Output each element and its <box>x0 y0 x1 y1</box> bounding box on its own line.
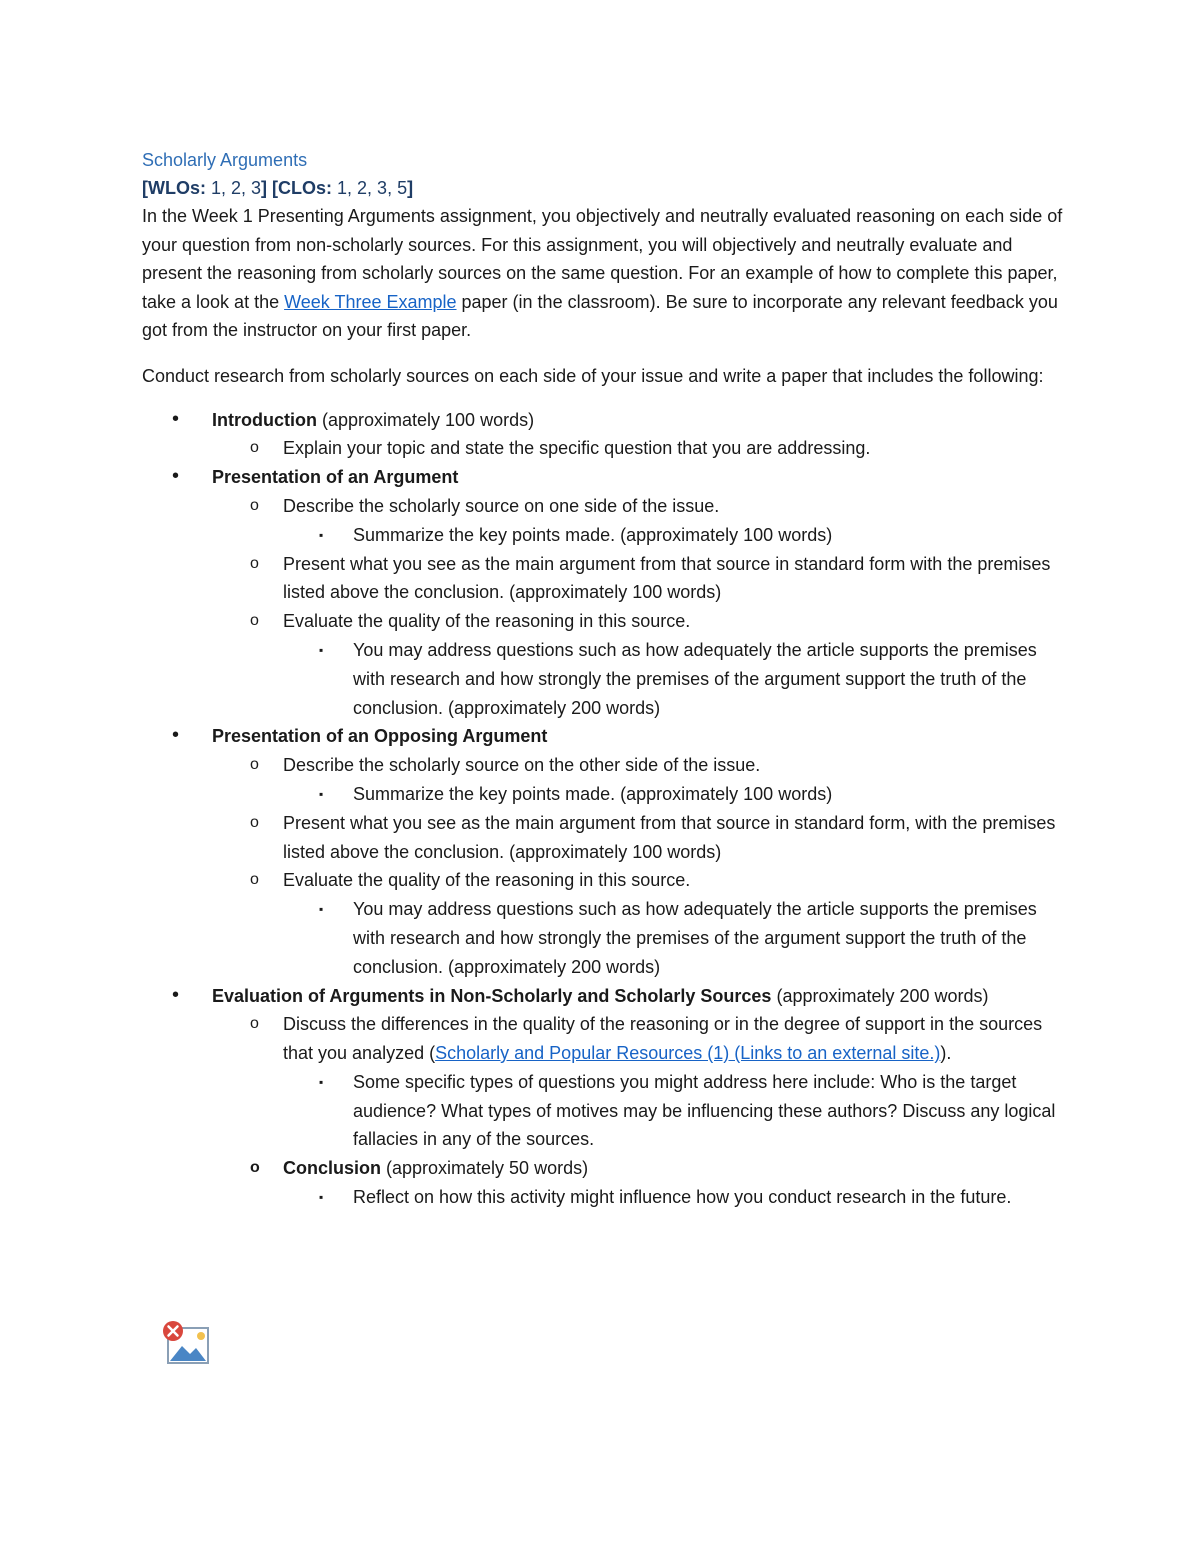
bullet-marker: • <box>172 407 180 430</box>
list-item-text: Present what you see as the main argument from that source in standard form with the premises listed above the conclusion. (approximately 100 words) <box>283 553 1051 603</box>
list-item <box>142 607 1072 636</box>
list-item <box>142 1183 1072 1212</box>
list-item-text: Describe the scholarly source on one side of the issue. <box>283 495 720 516</box>
list-item-text: Explain your topic and state the specific question that you are addressing. <box>283 438 871 459</box>
learning-outcomes <box>142 174 1072 202</box>
square-marker: ▪ <box>319 786 324 801</box>
list-item <box>142 895 1072 981</box>
clo-label: [CLOs: <box>267 178 333 198</box>
list-item-text: You may address questions such as how adequately the article supports the premises with research and how strongly the premises of the argument support the truth of the conclusion. (approximately 200 words) <box>353 899 1037 977</box>
week-three-example-link[interactable]: Week Three Example <box>284 291 457 312</box>
list-item <box>142 434 1072 463</box>
section-heading: Presentation of an Argument <box>212 467 459 488</box>
list-item-text: Evaluate the quality of the reasoning in this source. <box>283 870 691 891</box>
square-marker: ▪ <box>319 1074 324 1089</box>
wlo-label: [WLOs: <box>142 178 206 198</box>
intro-text-after-link: paper (in the classroom). Be sure to incorporate any relevant feedback you got from the instructor on your first paper. <box>142 291 1058 341</box>
clo-numbers: 1, 2, 3, 5 <box>332 178 408 198</box>
section-heading: Evaluation of Arguments in Non-Scholarly and Scholarly Sources <box>212 985 772 1006</box>
list-item-evaluation <box>142 982 1072 1011</box>
list-item <box>142 550 1072 608</box>
wlo-close: ] <box>261 178 268 198</box>
list-item-opposing-argument <box>142 722 1072 751</box>
square-marker: ▪ <box>319 642 324 657</box>
requirements-list <box>142 406 1072 1212</box>
circle-marker: o <box>250 496 259 514</box>
circle-marker: o <box>250 756 259 774</box>
circle-marker: o <box>250 1015 259 1033</box>
list-item <box>142 809 1072 867</box>
instructions-paragraph: Conduct research from scholarly sources on each side of your issue and write a paper that includes the following: <box>142 365 1044 386</box>
circle-marker: o <box>250 439 259 457</box>
list-item-text-after-link: ). <box>940 1043 952 1064</box>
list-item <box>142 1010 1072 1068</box>
document-page <box>142 146 1072 1212</box>
list-item <box>142 780 1072 809</box>
section-heading: Introduction <box>212 409 317 430</box>
list-item-text: Evaluate the quality of the reasoning in this source. <box>283 611 691 632</box>
scholarly-popular-resources-link[interactable]: Scholarly and Popular Resources (1) (Links to an external site.) <box>435 1043 941 1064</box>
list-item-argument <box>142 463 1072 492</box>
intro-paragraph <box>142 202 1072 345</box>
list-item-text: Summarize the key points made. (approximately 100 words) <box>353 524 833 545</box>
section-note: (approximately 200 words) <box>771 985 989 1006</box>
square-marker: ▪ <box>319 1190 324 1205</box>
bullet-marker: • <box>172 983 180 1006</box>
circle-marker: o <box>250 554 259 572</box>
circle-marker: o <box>250 1159 260 1177</box>
square-marker: ▪ <box>319 527 324 542</box>
circle-marker: o <box>250 871 259 889</box>
broken-image-icon <box>162 1320 210 1366</box>
bullet-marker: • <box>172 465 180 488</box>
list-item-text-before-link: Discuss the differences in the quality of the reasoning or in the degree of support in the sources that you analyzed ( <box>283 1014 1043 1064</box>
list-item <box>142 866 1072 895</box>
wlo-numbers: 1, 2, 3 <box>205 178 262 198</box>
list-item <box>142 492 1072 521</box>
list-item-text: You may address questions such as how adequately the article supports the premises with research and how strongly the premises of the argument support the truth of the conclusion. (approximately 200 words) <box>353 639 1037 718</box>
circle-marker: o <box>250 813 259 831</box>
list-item-conclusion <box>142 1154 1072 1183</box>
list-item-introduction <box>142 406 1072 435</box>
list-item-text: Summarize the key points made. (approximately 100 words) <box>353 783 833 804</box>
document-title: Scholarly Arguments <box>142 150 308 170</box>
list-item-text: Describe the scholarly source on the other side of the issue. <box>283 755 761 776</box>
list-item-text: Reflect on how this activity might influence how you conduct research in the future. <box>353 1187 1012 1208</box>
list-item <box>142 636 1072 722</box>
list-item <box>142 751 1072 780</box>
list-item <box>142 521 1072 550</box>
list-item <box>142 1068 1072 1154</box>
square-marker: ▪ <box>319 902 324 917</box>
section-note: (approximately 100 words) <box>316 409 535 430</box>
bullet-marker: • <box>172 724 180 747</box>
intro-text-before-link: In the Week 1 Presenting Arguments assignment, you objectively and neutrally evaluated reasoning on each side of your question from non-scholarly sources. For this assignment, you will objectively and neutrally evaluate and present the reasoning from scholarly sources on the same question. For an example of how to complete this paper, take a look at the <box>142 206 1063 312</box>
clo-close: ] <box>407 178 414 198</box>
section-heading: Presentation of an Opposing Argument <box>212 726 548 747</box>
list-item-text: Some specific types of questions you might address here include: Who is the target audience? What types of motives may be influencing these authors? Discuss any logical fallacies in any of the sources. <box>353 1071 1056 1150</box>
circle-marker: o <box>250 612 259 630</box>
list-item-text: Present what you see as the main argument from that source in standard form, with the premises listed above the conclusion. (approximately 100 words) <box>283 812 1056 862</box>
section-note: (approximately 50 words) <box>381 1158 589 1179</box>
section-heading: Conclusion <box>283 1158 381 1179</box>
